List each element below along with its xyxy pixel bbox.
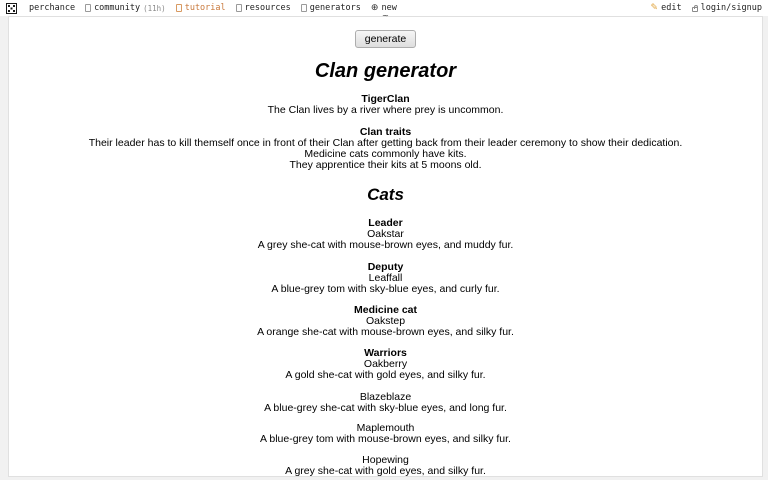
cat-description: A blue-grey tom with sky-blue eyes, and curly fur. bbox=[271, 283, 500, 295]
role-heading: Deputy bbox=[367, 261, 404, 273]
role-heading: Leader bbox=[368, 217, 403, 229]
medicine-cat-section bbox=[9, 305, 762, 338]
clan-trait: Their leader has to kill themself once in front of their Clan after getting back from their leader ceremony to show their dedication. bbox=[88, 137, 683, 149]
new-label[interactable]: new bbox=[381, 3, 397, 13]
tutorial-label[interactable]: tutorial bbox=[184, 3, 226, 13]
warrior-entry bbox=[9, 423, 762, 445]
cat-description: A grey she-cat with mouse-brown eyes, and muddy fur. bbox=[257, 239, 514, 251]
cat-description: A gold she-cat with gold eyes, and silky fur. bbox=[285, 369, 486, 381]
generator-output-panel bbox=[8, 10, 763, 477]
clan-trait: Medicine cats commonly have kits. bbox=[304, 148, 467, 160]
brand-label[interactable]: perchance bbox=[29, 3, 76, 13]
role-heading: Warriors bbox=[364, 347, 407, 359]
generators-label[interactable]: generators bbox=[309, 3, 361, 13]
warrior-entry bbox=[9, 392, 762, 414]
cat-name: Oakstep bbox=[365, 315, 406, 327]
cat-name: Blazeblaze bbox=[359, 391, 412, 403]
warrior-entry bbox=[9, 454, 762, 477]
cat-description: A blue-grey she-cat with sky-blue eyes, and long fur. bbox=[264, 402, 507, 414]
edit-label[interactable]: edit bbox=[661, 3, 682, 13]
cat-name: Oakberry bbox=[363, 358, 408, 370]
role-heading: Medicine cat bbox=[353, 304, 418, 316]
cat-name: Oakstar bbox=[367, 228, 404, 240]
clan-traits-section bbox=[9, 127, 762, 171]
warriors-section bbox=[9, 348, 762, 381]
cat-description: A grey she-cat with gold eyes, and silky fur. bbox=[285, 465, 486, 477]
page-title: Clan generator bbox=[314, 60, 457, 82]
cat-description: A blue-grey tom with mouse-brown eyes, and silky fur. bbox=[260, 433, 511, 445]
cat-name: Hopewing bbox=[362, 454, 409, 466]
leader-section bbox=[9, 218, 762, 251]
clipped-line-bottom bbox=[9, 465, 762, 477]
clipped-line-top bbox=[9, 10, 762, 22]
cat-description: A orange she-cat with mouse-brown eyes, and silky fur. bbox=[257, 326, 514, 338]
clan-section bbox=[9, 94, 762, 116]
resources-label[interactable]: resources bbox=[244, 3, 291, 13]
generate-button[interactable]: generate bbox=[355, 30, 416, 48]
clipped-text: ~ bbox=[382, 10, 389, 22]
cat-name: Leaffall bbox=[368, 272, 403, 284]
pencil-icon: ✎ bbox=[650, 2, 659, 13]
community-meta: (11h) bbox=[143, 3, 166, 13]
plus-circle-icon: ⊕ bbox=[370, 2, 379, 13]
clan-description: The Clan lives by a river where prey is uncommon. bbox=[267, 104, 504, 116]
clan-trait: They apprentice their kits at 5 moons old. bbox=[289, 159, 482, 171]
clan-traits-heading: Clan traits bbox=[359, 126, 412, 138]
cats-heading: Cats bbox=[367, 185, 404, 204]
deputy-section bbox=[9, 262, 762, 295]
clan-name: TigerClan bbox=[361, 93, 410, 105]
community-label[interactable]: community bbox=[94, 3, 141, 13]
cat-name: Maplemouth bbox=[356, 422, 415, 434]
generate-button-row bbox=[9, 30, 762, 48]
login-label[interactable]: login/signup bbox=[700, 3, 762, 13]
